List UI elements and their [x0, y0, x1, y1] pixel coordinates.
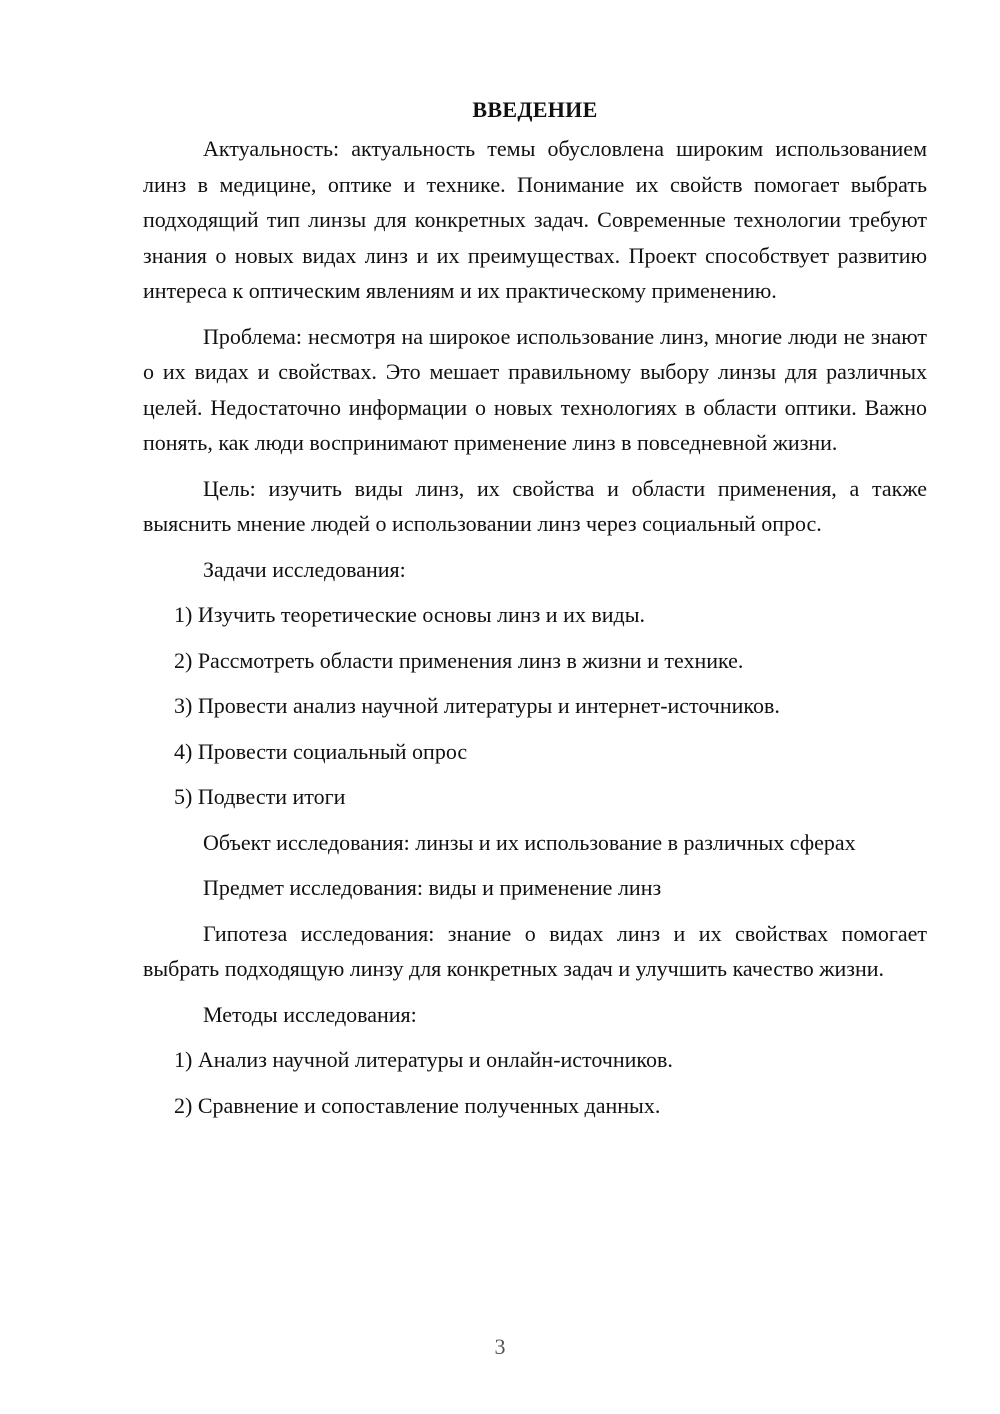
- tasks-label: Задачи исследования:: [203, 556, 406, 582]
- list-item: 4) Провести социальный опрос: [174, 738, 468, 764]
- relevance-paragraph: Актуальность: актуальность темы обусловлена широким использованием линз в медицине, оптике и технике. Понимание их свойств помогает выбрать подходящий тип линзы для конкретных задач. Современные технологии требуют знания о новых видах линз и их преимуществах. Проект способствует развитию интереса к оптическим явлениям и их практическому применению.: [143, 136, 927, 303]
- methods-label: Методы исследования:: [203, 1001, 417, 1027]
- object-paragraph: Объект исследования: линзы и их использование в различных сферах: [203, 829, 856, 855]
- tasks-list: [143, 597, 927, 815]
- list-item: 2) Рассмотреть области применения линз в жизни и технике.: [174, 647, 744, 673]
- page-content: [143, 92, 927, 1133]
- goal-paragraph: Цель: изучить виды линз, их свойства и области применения, а также выяснить мнение людей о использовании линз через социальный опрос.: [143, 475, 927, 536]
- hypothesis-paragraph: Гипотеза исследования: знание о видах линз и их свойствах помогает выбрать подходящую линзу для конкретных задач и улучшить качество жизни.: [143, 920, 927, 981]
- problem-paragraph: Проблема: несмотря на широкое использование линз, многие люди не знают о их видах и свойствах. Это мешает правильному выбору линзы для различных целей. Недостаточно информации о новых технологиях в области оптики. Важно понять, как люди воспринимают применение линз в повседневной жизни.: [143, 323, 927, 455]
- methods-list: [143, 1042, 927, 1123]
- list-item: 2) Сравнение и сопоставление полученных данных.: [174, 1092, 661, 1118]
- page-number: 3: [494, 1334, 506, 1359]
- list-item: 1) Изучить теоретические основы линз и их виды.: [174, 602, 645, 627]
- list-item: 1) Анализ научной литературы и онлайн-источников.: [174, 1047, 673, 1072]
- page-title: ВВЕДЕНИЕ: [472, 97, 598, 122]
- list-item: 3) Провести анализ научной литературы и интернет-источников.: [174, 693, 780, 718]
- subject-paragraph: Предмет исследования: виды и применение линз: [203, 875, 662, 900]
- list-item: 5) Подвести итоги: [174, 784, 346, 809]
